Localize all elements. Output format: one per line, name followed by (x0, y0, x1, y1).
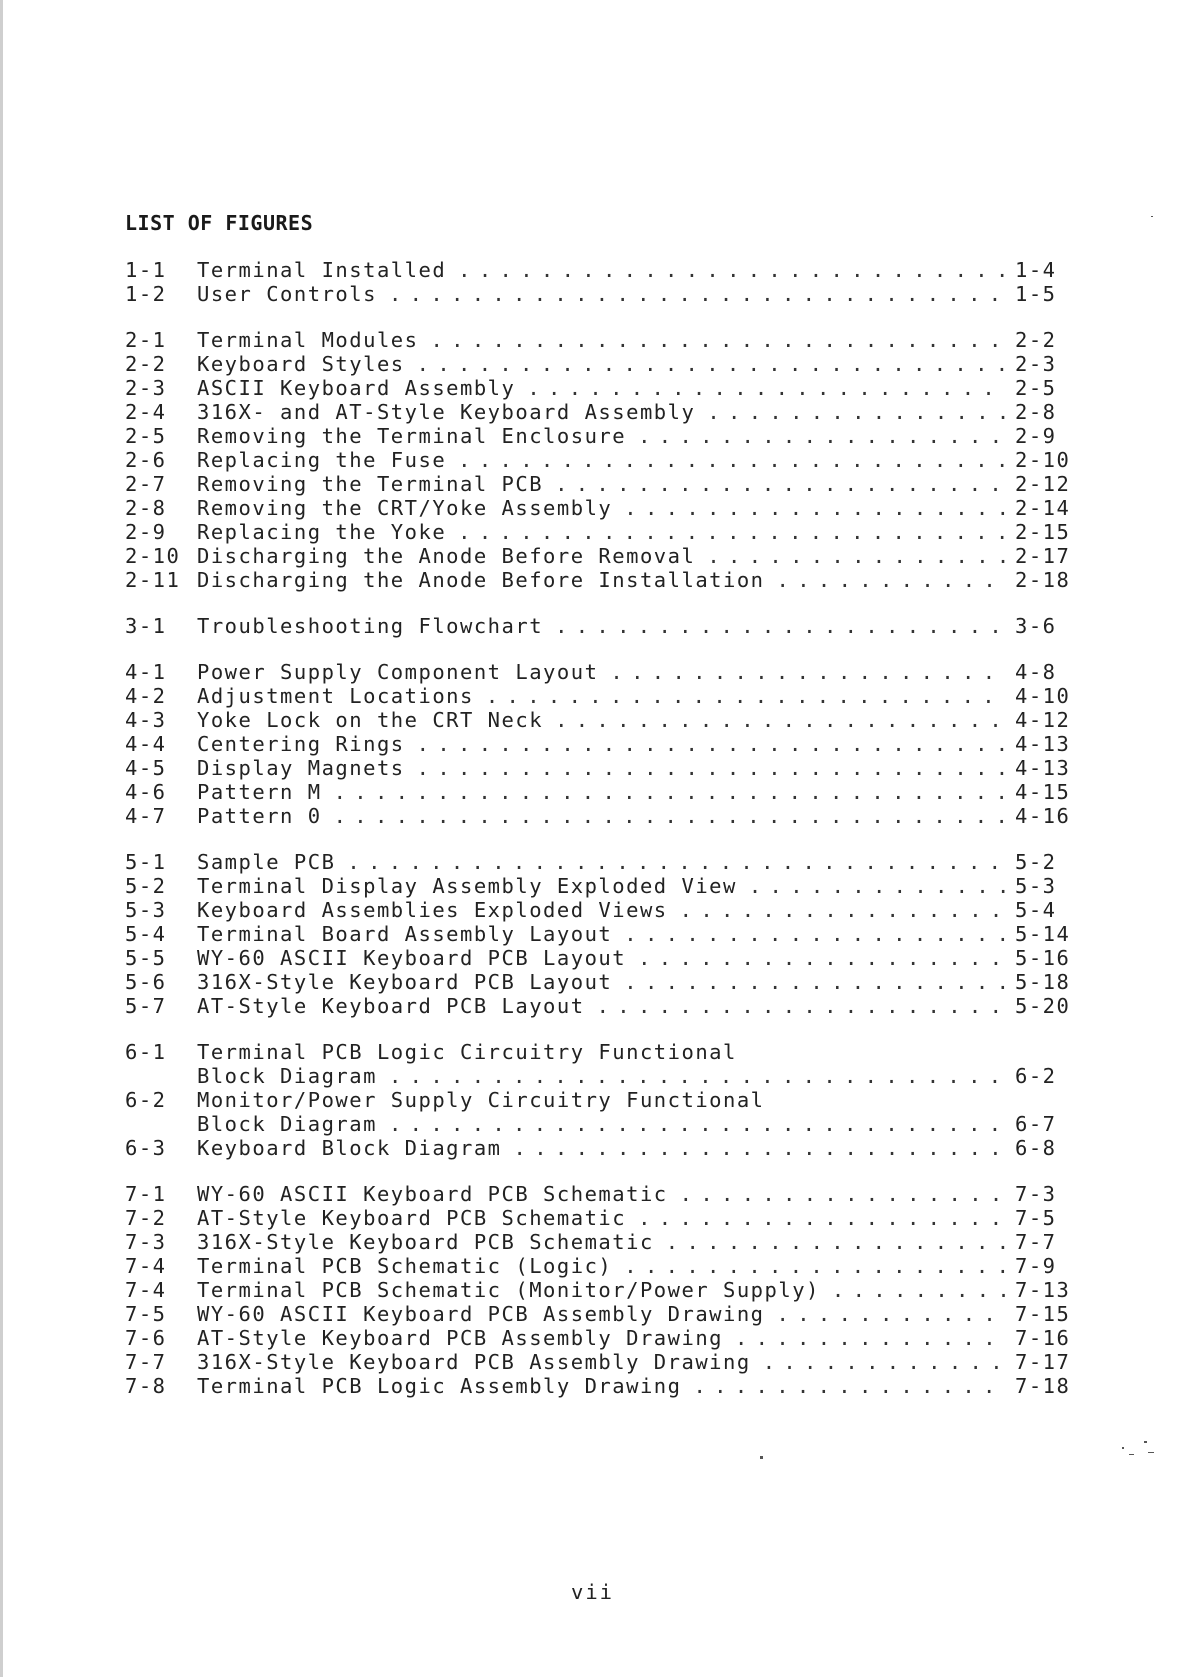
figure-number: 7-6 (125, 1326, 167, 1350)
figure-number: 7-5 (125, 1302, 167, 1326)
figure-number: 2-10 (125, 544, 181, 568)
figure-title: 316X-Style Keyboard PCB Schematic (197, 1230, 654, 1254)
figure-title-row (197, 258, 1005, 282)
figure-entry (125, 496, 1085, 520)
figure-number: 3-1 (125, 614, 167, 638)
figure-title-row (197, 1136, 1005, 1160)
figure-title-row (197, 614, 1005, 638)
figure-group (125, 850, 1085, 1018)
figure-entry (125, 400, 1085, 424)
dot-leader (417, 352, 1005, 376)
figure-page-ref: 2-14 (1015, 496, 1071, 520)
figure-title-row (197, 400, 1005, 424)
figure-group (125, 328, 1085, 592)
figure-number: 4-6 (125, 780, 167, 804)
figure-page-ref: 7-9 (1015, 1254, 1057, 1278)
figure-title: WY-60 ASCII Keyboard PCB Layout (197, 946, 627, 970)
dot-leader (707, 544, 1005, 568)
figure-entry (125, 424, 1085, 448)
figure-page-ref: 5-3 (1015, 874, 1057, 898)
figure-entry (125, 258, 1085, 282)
figure-title-row (197, 946, 1005, 970)
figure-page-ref: 2-3 (1015, 352, 1057, 376)
figure-entry (125, 568, 1085, 592)
dot-leader (707, 400, 1005, 424)
dot-leader (624, 1254, 1005, 1278)
scan-speck (760, 1456, 763, 1459)
figure-page-ref: 7-5 (1015, 1206, 1057, 1230)
figure-number: 2-5 (125, 424, 167, 448)
figure-entry (125, 1326, 1085, 1350)
dot-leader (680, 898, 1005, 922)
figure-number: 7-7 (125, 1350, 167, 1374)
dot-leader (458, 258, 1005, 282)
figure-page-ref: 2-18 (1015, 568, 1071, 592)
figure-title: Block Diagram (197, 1064, 377, 1088)
figure-title: AT-Style Keyboard PCB Assembly Drawing (197, 1326, 723, 1350)
figure-number: 7-1 (125, 1182, 167, 1206)
figure-page-ref: 5-18 (1015, 970, 1071, 994)
dot-leader (334, 780, 1005, 804)
figure-title-row (197, 1254, 1005, 1278)
figure-entry (125, 684, 1085, 708)
figure-number: 4-3 (125, 708, 167, 732)
figure-number: 4-2 (125, 684, 167, 708)
figure-title: Sample PCB (197, 850, 336, 874)
figure-number: 6-1 (125, 1040, 167, 1064)
figure-entry (125, 520, 1085, 544)
figure-page-ref: 5-2 (1015, 850, 1057, 874)
figure-title: AT-Style Keyboard PCB Layout (197, 994, 585, 1018)
figure-title: Discharging the Anode Before Installation (197, 568, 765, 592)
dot-leader (832, 1278, 1005, 1302)
figure-entry (125, 1350, 1085, 1374)
figure-title-row (197, 424, 1005, 448)
figure-title-row (197, 756, 1005, 780)
dot-leader (680, 1182, 1005, 1206)
figure-title-row (197, 352, 1005, 376)
figure-group (125, 1182, 1085, 1398)
dot-leader (638, 1206, 1005, 1230)
figure-number: 7-2 (125, 1206, 167, 1230)
figure-number: 5-2 (125, 874, 167, 898)
figure-group (125, 258, 1085, 306)
figure-entry (125, 1230, 1085, 1254)
dot-leader (389, 1112, 1005, 1136)
figure-number: 2-2 (125, 352, 167, 376)
figure-number: 5-4 (125, 922, 167, 946)
figure-title: Monitor/Power Supply Circuitry Functional (197, 1088, 765, 1112)
figure-page-ref: 2-12 (1015, 472, 1071, 496)
figure-number: 6-3 (125, 1136, 167, 1160)
figure-page-ref: 4-15 (1015, 780, 1071, 804)
figure-title-row (197, 1374, 1005, 1398)
figure-entry (125, 1278, 1085, 1302)
figure-number: 2-3 (125, 376, 167, 400)
figure-number: 2-6 (125, 448, 167, 472)
dot-leader (749, 874, 1005, 898)
dot-leader (417, 732, 1005, 756)
dot-leader (624, 496, 1005, 520)
figure-title-row (197, 994, 1005, 1018)
figure-group (125, 1040, 1085, 1160)
figure-title-row (197, 804, 1005, 828)
figure-title: Keyboard Assemblies Exploded Views (197, 898, 668, 922)
figure-title-row (197, 732, 1005, 756)
figure-title: Removing the CRT/Yoke Assembly (197, 496, 613, 520)
figure-number: 4-4 (125, 732, 167, 756)
figure-number: 2-7 (125, 472, 167, 496)
figure-group (125, 660, 1085, 828)
figure-entry (125, 472, 1085, 496)
dot-leader (624, 922, 1005, 946)
figure-page-ref: 2-2 (1015, 328, 1057, 352)
figure-page-ref: 3-6 (1015, 614, 1057, 638)
figure-title: 316X-Style Keyboard PCB Layout (197, 970, 613, 994)
dot-leader (430, 328, 1005, 352)
figure-title-row (197, 544, 1005, 568)
figure-entry (125, 448, 1085, 472)
figure-entry (125, 922, 1085, 946)
figure-entry (125, 756, 1085, 780)
scan-speck (1148, 1452, 1154, 1453)
dot-leader (347, 850, 1005, 874)
figure-page-ref: 1-4 (1015, 258, 1057, 282)
dot-leader (735, 1326, 1005, 1350)
figure-page-ref: 4-13 (1015, 756, 1071, 780)
figure-entry (125, 874, 1085, 898)
figure-entry (125, 1182, 1085, 1206)
figure-title: WY-60 ASCII Keyboard PCB Assembly Drawing (197, 1302, 765, 1326)
dot-leader (555, 472, 1005, 496)
figure-title-row (197, 1350, 1005, 1374)
figure-number: 6-2 (125, 1088, 167, 1112)
figure-page-ref: 5-16 (1015, 946, 1071, 970)
figure-title: Removing the Terminal PCB (197, 472, 544, 496)
dot-leader (763, 1350, 1005, 1374)
figure-number: 1-2 (125, 282, 167, 306)
dot-leader (777, 568, 1005, 592)
figure-page-ref: 4-16 (1015, 804, 1071, 828)
figure-title: Pattern M (197, 780, 322, 804)
figure-entry (125, 1254, 1085, 1278)
figure-entry-line (125, 1040, 1085, 1064)
dot-leader (527, 376, 1005, 400)
figure-entry (125, 994, 1085, 1018)
figure-number: 7-4 (125, 1278, 167, 1302)
figure-title-row (197, 520, 1005, 544)
dot-leader (514, 1136, 1005, 1160)
figure-title: Power Supply Component Layout (197, 660, 599, 684)
figure-title-row (197, 282, 1005, 306)
figure-entry (125, 282, 1085, 306)
figure-title-row (197, 1206, 1005, 1230)
figure-title-row (197, 922, 1005, 946)
figure-title: Replacing the Fuse (197, 448, 447, 472)
figure-title-row (197, 1278, 1005, 1302)
figure-title: AT-Style Keyboard PCB Schematic (197, 1206, 627, 1230)
figure-title: 316X-Style Keyboard PCB Assembly Drawing (197, 1350, 751, 1374)
figure-number: 4-5 (125, 756, 167, 780)
figure-page-ref: 2-17 (1015, 544, 1071, 568)
figure-entry (125, 328, 1085, 352)
figure-entry (125, 780, 1085, 804)
figure-group (125, 614, 1085, 638)
page-number: vii (570, 1580, 615, 1604)
figure-title-row (197, 898, 1005, 922)
dot-leader (458, 520, 1005, 544)
figure-title: Keyboard Styles (197, 352, 405, 376)
figure-title: Replacing the Yoke (197, 520, 447, 544)
dot-leader (389, 1064, 1005, 1088)
figure-entry (125, 946, 1085, 970)
figure-title: Terminal PCB Schematic (Logic) (197, 1254, 613, 1278)
figure-number: 2-8 (125, 496, 167, 520)
figure-title-row (197, 850, 1005, 874)
figure-page-ref: 1-5 (1015, 282, 1057, 306)
figure-page-ref: 2-10 (1015, 448, 1071, 472)
dot-leader (417, 756, 1005, 780)
dot-leader (334, 804, 1005, 828)
figure-title: Terminal Modules (197, 328, 419, 352)
figure-number: 2-1 (125, 328, 167, 352)
dot-leader (777, 1302, 1005, 1326)
figure-entry (125, 1302, 1085, 1326)
figure-title-row (197, 496, 1005, 520)
figure-number: 7-8 (125, 1374, 167, 1398)
figure-number: 5-7 (125, 994, 167, 1018)
figure-page-ref: 2-5 (1015, 376, 1057, 400)
dot-leader (486, 684, 1005, 708)
figure-entry (125, 1374, 1085, 1398)
figure-page-ref: 4-8 (1015, 660, 1057, 684)
figure-page-ref: 4-10 (1015, 684, 1071, 708)
figure-page-ref: 2-15 (1015, 520, 1071, 544)
figure-title: Adjustment Locations (197, 684, 474, 708)
figure-number: 4-7 (125, 804, 167, 828)
figure-title-row (197, 1112, 1005, 1136)
figure-page-ref: 2-9 (1015, 424, 1057, 448)
figure-title: Terminal Board Assembly Layout (197, 922, 613, 946)
dot-leader (610, 660, 1005, 684)
figure-number: 2-9 (125, 520, 167, 544)
figure-title-row (197, 970, 1005, 994)
figure-title-row (197, 1064, 1005, 1088)
figure-number: 7-3 (125, 1230, 167, 1254)
figure-title-row (197, 472, 1005, 496)
figure-title-row (197, 660, 1005, 684)
figure-title: User Controls (197, 282, 377, 306)
figure-page-ref: 7-7 (1015, 1230, 1057, 1254)
figure-number: 5-1 (125, 850, 167, 874)
figure-entry-line (125, 1088, 1085, 1112)
figure-page-ref: 7-17 (1015, 1350, 1071, 1374)
figure-title: Centering Rings (197, 732, 405, 756)
dot-leader (666, 1230, 1005, 1254)
figure-number: 5-3 (125, 898, 167, 922)
figure-title-row (197, 1230, 1005, 1254)
figure-number: 4-1 (125, 660, 167, 684)
figure-title-row (197, 376, 1005, 400)
figure-number: 7-4 (125, 1254, 167, 1278)
figure-number: 2-4 (125, 400, 167, 424)
figure-title: Terminal PCB Logic Circuitry Functional (197, 1040, 737, 1064)
figure-entry (125, 352, 1085, 376)
figure-page-ref: 5-4 (1015, 898, 1057, 922)
figure-number: 1-1 (125, 258, 167, 282)
figure-entry (125, 970, 1085, 994)
dot-leader (624, 970, 1005, 994)
figure-entry (125, 660, 1085, 684)
scan-speck (1151, 216, 1153, 217)
figure-title: 316X- and AT-Style Keyboard Assembly (197, 400, 696, 424)
dot-leader (597, 994, 1005, 1018)
dot-leader (555, 614, 1005, 638)
figure-title: ASCII Keyboard Assembly (197, 376, 516, 400)
figure-page-ref: 4-12 (1015, 708, 1071, 732)
figure-entry (125, 732, 1085, 756)
scan-speck (1122, 1447, 1124, 1449)
figure-title-row (197, 708, 1005, 732)
figure-page-ref: 6-8 (1015, 1136, 1057, 1160)
figure-entry (125, 614, 1085, 638)
figure-page-ref: 6-7 (1015, 1112, 1057, 1136)
figure-title: Terminal PCB Schematic (Monitor/Power Supply) (197, 1278, 820, 1302)
figure-title: Removing the Terminal Enclosure (197, 424, 627, 448)
figure-page-ref: 7-16 (1015, 1326, 1071, 1350)
figure-title: Yoke Lock on the CRT Neck (197, 708, 544, 732)
scan-speck (1129, 1454, 1134, 1455)
figure-number: 2-11 (125, 568, 181, 592)
figure-title-row (197, 874, 1005, 898)
figure-title: Discharging the Anode Before Removal (197, 544, 696, 568)
figure-title-row (197, 780, 1005, 804)
figure-page-ref: 6-2 (1015, 1064, 1057, 1088)
figure-page-ref: 5-20 (1015, 994, 1071, 1018)
figure-entry (125, 1112, 1085, 1136)
figure-entry (125, 376, 1085, 400)
figure-entry (125, 1206, 1085, 1230)
dot-leader (638, 946, 1005, 970)
dot-leader (693, 1374, 1005, 1398)
figure-title: Troubleshooting Flowchart (197, 614, 544, 638)
figure-title: Terminal Display Assembly Exploded View (197, 874, 737, 898)
figure-title-row (197, 1182, 1005, 1206)
figure-title: Display Magnets (197, 756, 405, 780)
figure-entry (125, 1136, 1085, 1160)
figure-title: Pattern 0 (197, 804, 322, 828)
figure-entry (125, 898, 1085, 922)
binding-edge (0, 0, 3, 1677)
figure-title-row (197, 328, 1005, 352)
figure-number: 5-6 (125, 970, 167, 994)
figure-number: 5-5 (125, 946, 167, 970)
figure-title: Terminal Installed (197, 258, 447, 282)
figure-page-ref: 7-13 (1015, 1278, 1071, 1302)
figure-entry (125, 850, 1085, 874)
dot-leader (638, 424, 1005, 448)
dot-leader (458, 448, 1005, 472)
figure-title-row (197, 684, 1005, 708)
figure-title-row (197, 1302, 1005, 1326)
dot-leader (555, 708, 1005, 732)
scan-speck (1144, 1441, 1147, 1443)
figure-title: Terminal PCB Logic Assembly Drawing (197, 1374, 682, 1398)
figure-entry (125, 804, 1085, 828)
dot-leader (389, 282, 1005, 306)
figure-entry (125, 544, 1085, 568)
figure-entry (125, 1064, 1085, 1088)
figure-title: WY-60 ASCII Keyboard PCB Schematic (197, 1182, 668, 1206)
page-title: LIST OF FIGURES (125, 211, 314, 235)
figure-entry (125, 708, 1085, 732)
figure-page-ref: 2-8 (1015, 400, 1057, 424)
figure-page-ref: 7-18 (1015, 1374, 1071, 1398)
figure-title: Keyboard Block Diagram (197, 1136, 502, 1160)
figure-page-ref: 7-3 (1015, 1182, 1057, 1206)
figure-title-row (197, 448, 1005, 472)
figure-list (125, 258, 1085, 1420)
figure-title-row (197, 568, 1005, 592)
figure-title-row (197, 1326, 1005, 1350)
figure-title: Block Diagram (197, 1112, 377, 1136)
figure-page-ref: 4-13 (1015, 732, 1071, 756)
figure-page-ref: 7-15 (1015, 1302, 1071, 1326)
figure-page-ref: 5-14 (1015, 922, 1071, 946)
